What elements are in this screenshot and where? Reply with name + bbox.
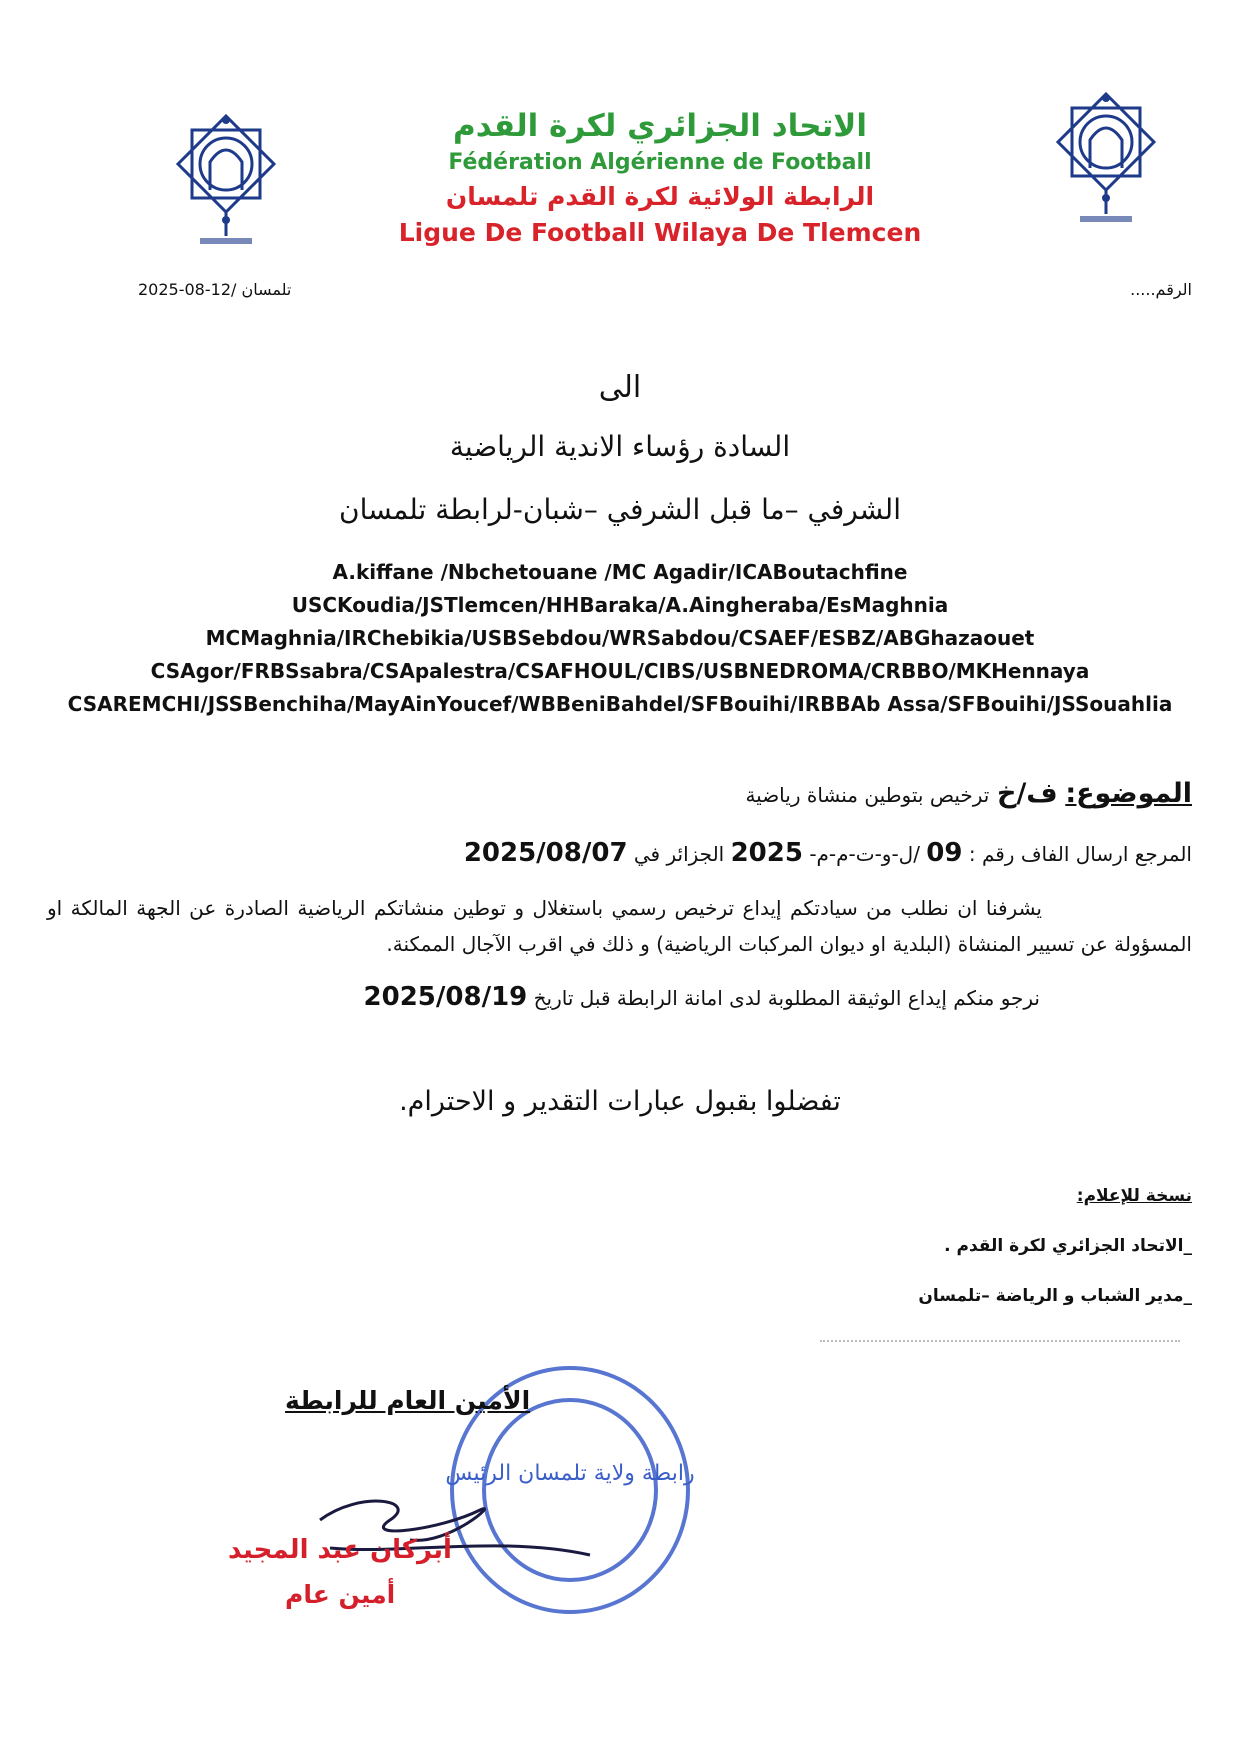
header-federation-ar: الاتحاد الجزائري لكرة القدم	[453, 108, 867, 144]
subject-text: ترخيص بتوطين منشاة رياضية	[745, 783, 990, 807]
header-league-ar: الرابطة الولائية لكرة القدم تلمسان	[445, 182, 875, 211]
reference-mid: الجزائر في	[633, 842, 725, 866]
subject-label: الموضوع:	[1065, 778, 1192, 809]
signatory-role: أمين عام	[285, 1580, 396, 1609]
header-league-fr: Ligue De Football Wilaya De Tlemcen	[398, 218, 922, 247]
subject-code: ف/خ	[996, 778, 1058, 809]
deadline-line	[364, 982, 1040, 1012]
reference-date: 2025/08/07	[463, 838, 628, 868]
reference-year: 2025	[730, 838, 803, 868]
subject-line	[745, 778, 1192, 809]
copy-item: _مدير الشباب و الرياضة –تلمسان	[918, 1286, 1192, 1306]
stamp-text: رابطة ولاية تلمسان الرئيس	[445, 1461, 695, 1486]
body-paragraph: يشرفنا ان نطلب من سيادتكم إيداع ترخيص رسمي باستغلال و توطين منشاتكم الرياضية الصادرة عن الجهة المالكة او المسؤولة عن تسيير المنشاة (البلدية او ديوان المركبات الرياضية) و ذلك في اقرب الآجال الممكنة.	[47, 896, 1192, 956]
letter-date: تلمسان /12-08-2025	[138, 280, 292, 299]
club-list-line: USCKoudia/JSTlemcen/HHBaraka/A.Aingheraba/EsMaghnia	[291, 593, 949, 617]
club-list-line: CSAgor/FRBSsabra/CSApalestra/CSAFHOUL/CIBS/USBNEDROMA/CRBBO/MKHennaya	[150, 659, 1090, 683]
copy-title: نسخة للإعلام:	[1076, 1186, 1192, 1206]
copy-item: _الاتحاد الجزائري لكرة القدم .	[944, 1236, 1192, 1256]
league-emblem-icon	[1050, 90, 1162, 230]
club-list-line: CSAREMCHI/JSSBenchiha/MayAinYoucef/WBBeniBahdel/SFBouihi/IRBBAb Assa/SFBouihi/JSSouahlia	[67, 692, 1173, 716]
signatory-name: أبركان عبد المجيد	[228, 1535, 452, 1565]
club-list-line: A.kiffane /Nbchetouane /MC Agadir/ICABoutachfine	[332, 560, 908, 584]
header-federation-fr: Fédération Algérienne de Football	[448, 150, 872, 175]
club-list	[0, 556, 1240, 721]
club-list-line: MCMaghnia/IRChebikia/USBSebdou/WRSabdou/CSAEF/ESBZ/ABGhazaouet	[205, 626, 1035, 650]
deadline-date: 2025/08/19	[363, 982, 528, 1012]
divider	[820, 1340, 1180, 1342]
recipient-line-2: الشرفي –ما قبل الشرفي –شبان-لرابطة تلمسان	[339, 493, 901, 526]
reference-line	[464, 838, 1192, 868]
recipient-to: الى	[598, 370, 642, 405]
league-emblem-icon	[170, 112, 282, 252]
reference-number: الرقم.....	[1130, 280, 1192, 299]
reference-num: 09	[926, 838, 963, 868]
reference-prefix: المرجع ارسال الفاف رقم :	[968, 842, 1192, 866]
reference-code: /ل-و-ت-م-م-	[809, 842, 920, 866]
recipient-line-1: السادة رؤساء الاندية الرياضية	[449, 430, 791, 463]
deadline-text: نرجو منكم إيداع الوثيقة المطلوبة لدى امانة الرابطة قبل تاريخ	[533, 986, 1040, 1010]
signature-title: الأمين العام للرابطة	[285, 1386, 531, 1415]
closing-line: تفضلوا بقبول عبارات التقدير و الاحترام.	[399, 1086, 841, 1117]
